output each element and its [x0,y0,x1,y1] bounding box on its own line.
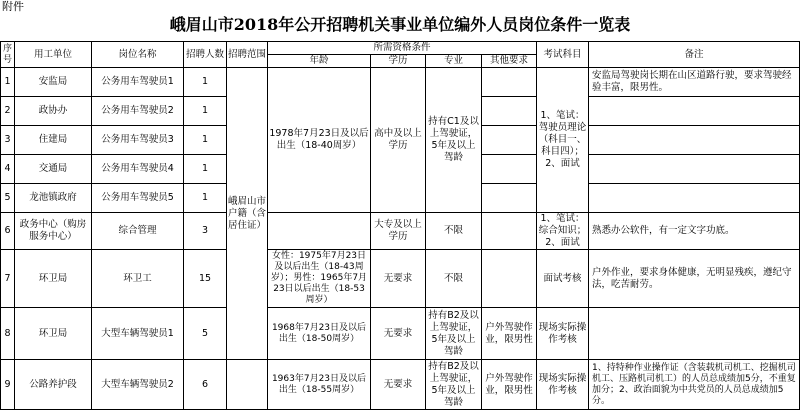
cell-remark [589,155,800,184]
cell-count: 5 [184,308,227,360]
cell-major-drivers: 持有C1及以上驾驶证，5年及以上驾龄 [426,68,482,213]
table-row [1,213,800,250]
cell-position: 公务用车驾驶员5 [92,184,184,213]
cell-other: 户外驾驶作业，限男性 [482,308,537,360]
cell-edu: 无要求 [371,250,426,308]
position-table [0,41,800,410]
header-unit: 用工单位 [15,42,92,68]
cell-no: 5 [1,184,15,213]
cell-major: 不限 [426,250,482,308]
cell-exam: 1、笔试：综合知识；2、面试 [537,213,589,250]
cell-unit: 环卫局 [15,308,92,360]
header-scope: 招聘范围 [227,42,268,68]
cell-no: 7 [1,250,15,308]
table-row [1,308,800,360]
cell-count: 1 [184,126,227,155]
cell-other [482,250,537,308]
cell-position: 大型车辆驾驶员1 [92,308,184,360]
cell-other [482,68,537,97]
attachment-label: 附件 [2,0,24,13]
cell-position: 综合管理 [92,213,184,250]
cell-age: 1963年7月23日及以后出生（18-55周岁） [268,360,371,410]
cell-count: 1 [184,68,227,97]
table-row [1,250,800,308]
cell-unit: 龙池镇政府 [15,184,92,213]
cell-count: 1 [184,155,227,184]
cell-unit: 政协办 [15,97,92,126]
cell-position: 公务用车驾驶员1 [92,68,184,97]
header-no: 序号 [1,42,15,68]
header-position: 岗位名称 [92,42,184,68]
cell-unit: 公路养护段 [15,360,92,410]
cell-count: 1 [184,97,227,126]
cell-position: 公务用车驾驶员3 [92,126,184,155]
cell-unit: 住建局 [15,126,92,155]
cell-major: 持有B2及以上驾驶证，5年及以上驾龄 [426,308,482,360]
cell-no: 2 [1,97,15,126]
cell-unit: 交通局 [15,155,92,184]
cell-remark: 户外作业，要求身体健康，无明显残疾，遵纪守法，吃苦耐劳。 [589,250,800,308]
cell-edu-drivers: 高中及以上学历 [371,68,426,213]
cell-age: 1968年7月23日及以后出生（18-50周岁） [268,308,371,360]
cell-count: 15 [184,250,227,308]
cell-age-drivers: 1978年7月23日及以后出生（18-40周岁） [268,68,371,213]
header-major: 专业 [426,55,482,68]
cell-position: 大型车辆驾驶员2 [92,360,184,410]
cell-unit: 环卫局 [15,250,92,308]
cell-exam: 面试考核 [537,250,589,308]
cell-count: 6 [184,360,227,410]
cell-remark [589,126,800,155]
cell-scope: 峨眉山市户籍（含居住证） [227,68,268,360]
cell-major: 持有B2及以上驾驶证，5年及以上驾龄 [426,360,482,410]
cell-no: 3 [1,126,15,155]
cell-other [482,155,537,184]
header-age: 年龄 [268,55,371,68]
cell-no: 4 [1,155,15,184]
cell-remark [589,308,800,360]
cell-position: 环卫工 [92,250,184,308]
cell-count: 1 [184,184,227,213]
cell-unit: 政务中心（购房服务中心） [15,213,92,250]
cell-other [482,97,537,126]
cell-position: 公务用车驾驶员2 [92,97,184,126]
header-education: 学历 [371,55,426,68]
cell-remark [589,184,800,213]
cell-major: 不限 [426,213,482,250]
cell-other [482,126,537,155]
cell-no: 6 [1,213,15,250]
table-row [1,360,800,410]
cell-no: 8 [1,308,15,360]
cell-other [482,213,537,250]
cell-scope [227,360,268,410]
cell-no: 9 [1,360,15,410]
cell-position: 公务用车驾驶员4 [92,155,184,184]
cell-exam: 现场实际操作考核 [537,360,589,410]
cell-unit: 安监局 [15,68,92,97]
cell-no: 1 [1,68,15,97]
cell-other [482,184,537,213]
page-title: 峨眉山市2018年公开招聘机关事业单位编外人员岗位条件一览表 [169,15,631,34]
cell-age [268,213,371,250]
header-row-1 [1,42,800,55]
cell-count: 3 [184,213,227,250]
header-remark: 备注 [589,42,800,68]
cell-edu: 无要求 [371,308,426,360]
cell-other: 户外驾驶作业，限男性 [482,360,537,410]
cell-remark: 熟悉办公软件，有一定文字功底。 [589,213,800,250]
cell-edu: 大专及以上学历 [371,213,426,250]
header-exam: 考试科目 [537,42,589,68]
cell-remark [589,97,800,126]
cell-exam-drivers: 1、笔试：驾驶员理论（科目一、科目四）；2、面试 [537,68,589,213]
cell-remark: 安监局驾驶岗长期在山区道路行驶，要求驾驶经验丰富，限男性。 [589,68,800,97]
cell-edu: 无要求 [371,360,426,410]
table-row [1,68,800,97]
cell-age: 女性：1975年7月23日及以后出生（18-43周岁）；男性：1965年7月23日以后出生（18-53周岁） [268,250,371,308]
header-other: 其他要求 [482,55,537,68]
cell-exam: 现场实际操作考核 [537,308,589,360]
cell-remark: 1、持特种作业操作证（含装载机司机工、挖掘机司机工、压路机司机工）的人员总成绩加5分，不重复加分；2、政治面貌为中共党员的人员总成绩加5分。 [589,360,800,410]
header-qualifications: 所需资格条件 [268,42,537,55]
header-count: 招聘人数 [184,42,227,68]
